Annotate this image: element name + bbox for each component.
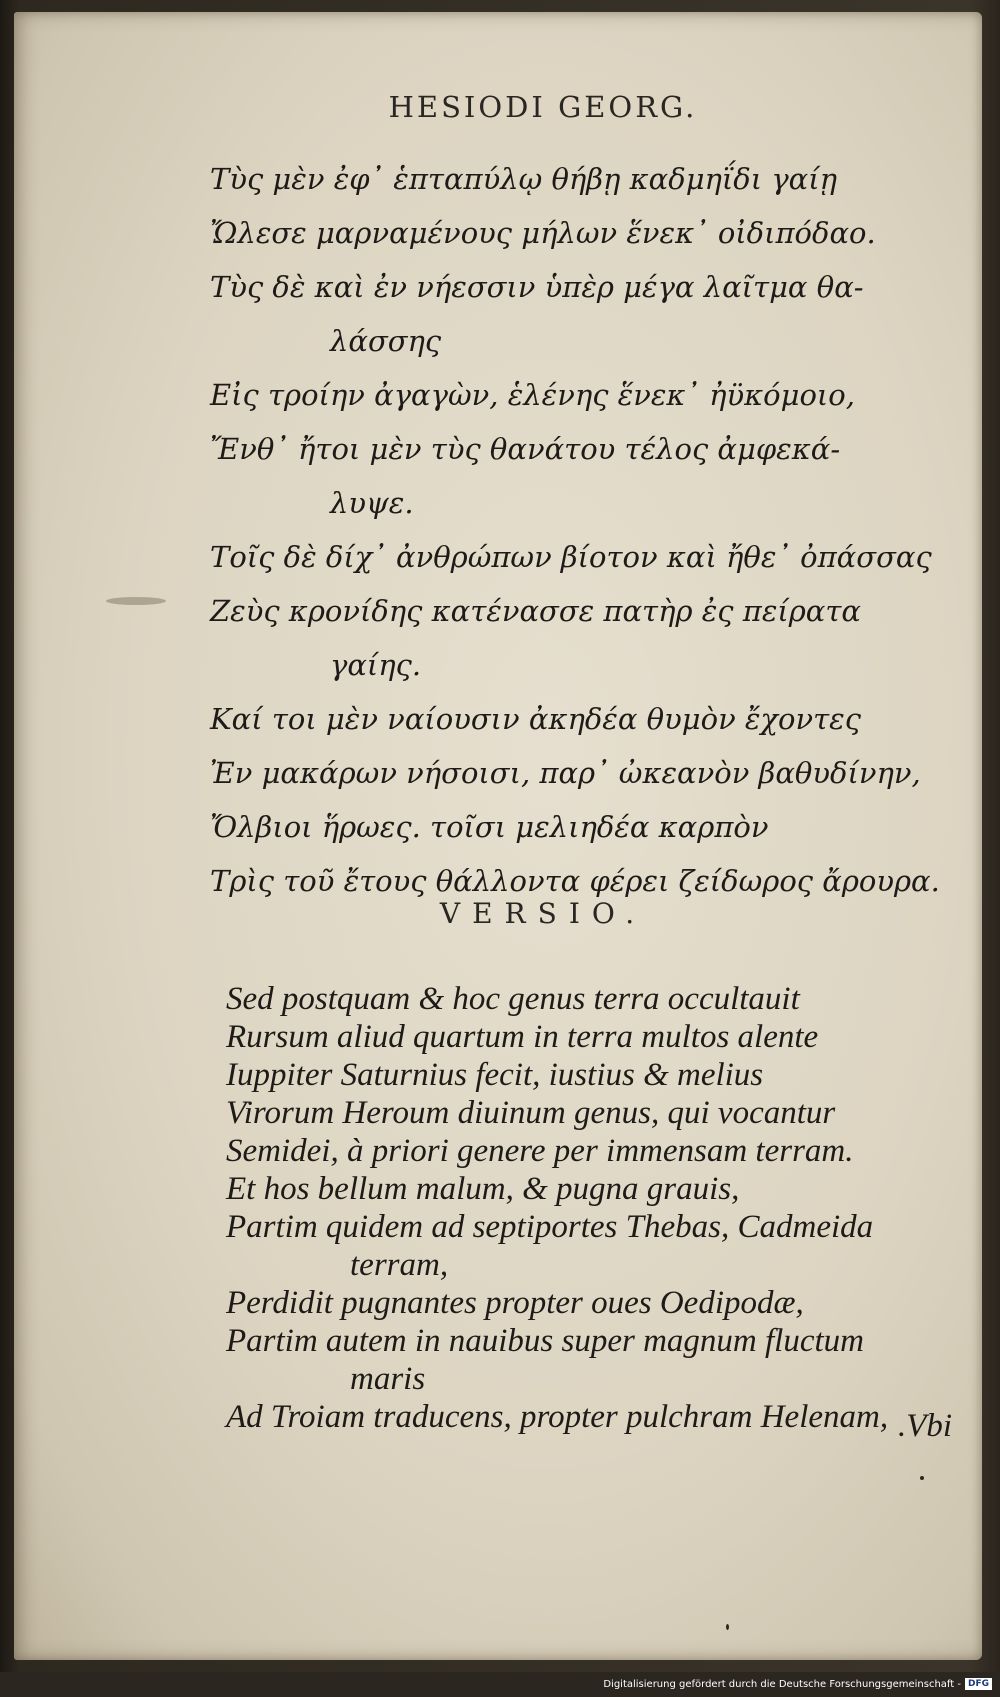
latin-verse-line: Partim autem in nauibus super magnum fluctum [226, 1323, 864, 1359]
greek-verse-line: γαίης. [330, 648, 422, 682]
greek-verse-line: Ὄλβιοι ἥρωες. τοῖσι μελιηδέα καρπὸν [210, 810, 769, 844]
greek-verse-line: Ἔνθ᾽ ἤτοι μὲν τὺς θανάτου τέλος ἀμφεκά- [210, 432, 841, 466]
greek-verse-line: Τοῖς δὲ δίχ᾽ ἀνθρώπων βίοτον καὶ ἤθε᾽ ὀπάσσας [210, 540, 932, 574]
latin-verse-line: Et hos bellum malum, & pugna grauis, [226, 1171, 740, 1207]
book-page [14, 12, 982, 1660]
credit-text: Digitalisierung gefördert durch die Deutsche Forschungsgemeinschaft - [603, 1679, 961, 1690]
greek-verse-line: λάσσης [330, 324, 442, 358]
latin-verse-line: Sed postquam & hoc genus terra occultauit [226, 981, 800, 1017]
latin-translation-block [226, 980, 966, 1436]
greek-verse-line: Ζεὺς κρονίδης κατένασσε πατὴρ ἐς πείρατα [210, 594, 862, 628]
greek-verse-line: Τὺς δὲ καὶ ἐν νήεσσιν ὑπὲρ μέγα λαῖτμα θα- [210, 270, 864, 304]
latin-verse-line: Semidei, à priori genere per immensam terram. [226, 1133, 854, 1169]
running-head: HESIODI GEORG. [388, 90, 698, 124]
greek-verse-line: Ὤλεσε μαρναμένους μήλων ἕνεκ᾽ οἰδιπόδαο. [210, 216, 876, 250]
latin-verse-line: Virorum Heroum diuinum genus, qui vocantur [226, 1095, 836, 1131]
greek-verse-line: Εἰς τροίην ἀγαγὼν, ἑλένης ἕνεκ᾽ ἠϋκόμοιο, [210, 378, 855, 412]
catchword: .Vbi [898, 1408, 953, 1444]
latin-verse-line: Partim quidem ad septiportes Thebas, Cadmeida [226, 1209, 874, 1245]
ink-smudge [106, 597, 166, 605]
latin-verse-line: maris [350, 1361, 426, 1397]
latin-verse-line: Ad Troiam traducens, propter pulchram Helenam, [226, 1399, 889, 1435]
greek-verse-line: Ἐν μακάρων νήσοισι, παρ᾽ ὠκεανὸν βαθυδίνην, [210, 756, 921, 790]
latin-verse-line: Iuppiter Saturnius fecit, iustius & melius [226, 1057, 764, 1093]
ink-dot [920, 1476, 924, 1480]
digitization-credit [603, 1678, 992, 1690]
dfg-logo: DFG [965, 1678, 992, 1690]
greek-verse-line: λυψε. [330, 486, 414, 520]
greek-verse-line: Τὺς μὲν ἐφ᾽ ἑπταπύλῳ θήβῃ καδμηΐδι γαίῃ [210, 162, 838, 196]
greek-verse-line: Τρὶς τοῦ ἔτους θάλλοντα φέρει ζείδωρος ἄρουρα. [210, 864, 940, 898]
greek-verse-line: Καί τοι μὲν ναίουσιν ἀκηδέα θυμὸν ἔχοντες [210, 702, 861, 736]
latin-verse-line: Rursum aliud quartum in terra multos alente [226, 1019, 819, 1055]
ink-mark [726, 1624, 729, 1630]
latin-verse-line: terram, [350, 1247, 449, 1283]
section-title: VERSIO. [439, 897, 647, 930]
latin-verse-line: Perdidit pugnantes propter oues Oedipodæ, [226, 1285, 804, 1321]
greek-verse-block [210, 152, 940, 908]
